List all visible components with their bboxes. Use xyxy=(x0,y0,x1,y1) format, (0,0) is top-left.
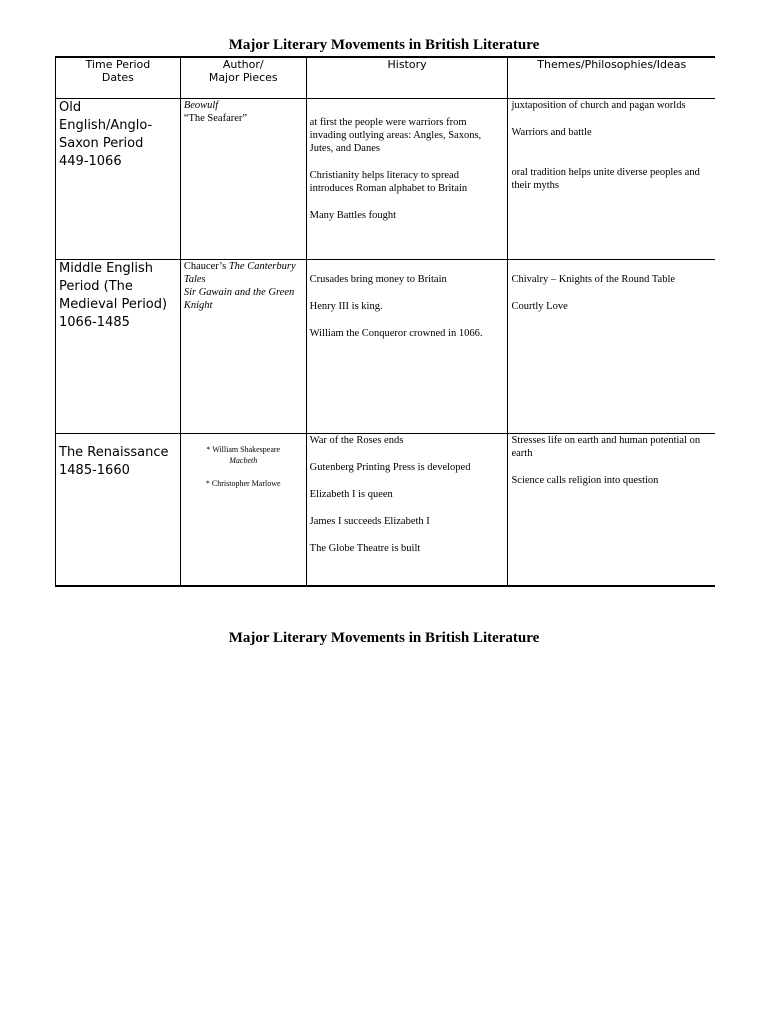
table-row xyxy=(56,99,716,260)
work-author: * William Shakespeare xyxy=(206,445,281,454)
theme-item: Warriors and battle xyxy=(511,127,592,138)
theme-item: Courtly Love xyxy=(511,301,568,312)
header-time-period-line1: Time Period xyxy=(85,58,151,71)
work-title: “The Seafarer” xyxy=(183,113,248,124)
period-cell xyxy=(56,260,181,434)
table-header-row xyxy=(56,57,716,99)
theme-item: Chivalry – Knights of the Round Table xyxy=(511,274,676,285)
theme-item: Science calls religion into question xyxy=(511,475,659,486)
work-italic: Macbeth xyxy=(229,456,258,465)
header-history: History xyxy=(306,57,508,99)
header-author-line1: Author/ xyxy=(222,58,264,71)
table-row xyxy=(56,434,716,587)
history-item: Christianity helps literacy to spread introduces Roman alphabet to Britain xyxy=(309,170,468,194)
work-title xyxy=(184,455,303,466)
period-name: The Renaissance xyxy=(59,445,169,460)
history-item: at first the people were warriors from invading outlying areas: Angles, Saxons, Jutes, and Danes xyxy=(309,117,482,154)
work-author: * Christopher Marlowe xyxy=(205,479,281,488)
history-item: Henry III is king. xyxy=(309,301,383,312)
period-dates: 1066-1485 xyxy=(59,315,130,330)
theme-item: juxtaposition of church and pagan worlds xyxy=(511,100,686,111)
history-item: The Globe Theatre is built xyxy=(309,543,421,554)
header-themes: Themes/Philosophies/Ideas xyxy=(508,57,715,99)
history-item: War of the Roses ends xyxy=(309,435,404,446)
page-title: Major Literary Movements in British Literature xyxy=(228,37,540,53)
period-cell xyxy=(56,434,181,587)
header-author-line2: Major Pieces xyxy=(208,71,278,84)
header-author xyxy=(180,57,306,99)
period-dates: 449-1066 xyxy=(59,154,122,169)
period-dates: 1485-1660 xyxy=(59,463,130,478)
works-cell xyxy=(180,434,306,587)
themes-cell xyxy=(508,99,715,260)
themes-cell xyxy=(508,434,715,587)
history-item: Many Battles fought xyxy=(309,210,396,221)
work-author: Chaucer’s xyxy=(183,261,229,272)
history-item: Crusades bring money to Britain xyxy=(309,274,447,285)
work-italic: Sir Gawain and the Green Knight xyxy=(183,287,295,311)
history-item: William the Conqueror crowned in 1066. xyxy=(309,328,483,339)
period-name: Middle English Period (The Medieval Period) xyxy=(59,261,168,312)
header-time-period xyxy=(56,57,181,99)
history-item: Gutenberg Printing Press is developed xyxy=(309,462,471,473)
history-cell xyxy=(306,260,508,434)
work-italic: The Canterbury Tales xyxy=(183,261,296,285)
table-row xyxy=(56,260,716,434)
header-time-period-line2: Dates xyxy=(101,71,134,84)
history-cell xyxy=(306,434,508,587)
page-title-repeat: Major Literary Movements in British Literature xyxy=(228,630,540,646)
works-cell xyxy=(180,99,306,260)
themes-cell xyxy=(508,260,715,434)
work-title xyxy=(184,99,303,112)
work-italic: Beowulf xyxy=(183,100,219,111)
works-cell xyxy=(180,260,306,434)
history-cell xyxy=(306,99,508,260)
theme-item: Stresses life on earth and human potential on earth xyxy=(511,435,701,459)
period-name: Old English/Anglo-Saxon Period xyxy=(59,100,153,151)
theme-item: oral tradition helps unite diverse peoples and their myths xyxy=(511,167,700,191)
period-cell xyxy=(56,99,181,260)
history-item: Elizabeth I is queen xyxy=(309,489,393,500)
history-item: James I succeeds Elizabeth I xyxy=(309,516,430,527)
literary-movements-table xyxy=(55,56,715,587)
